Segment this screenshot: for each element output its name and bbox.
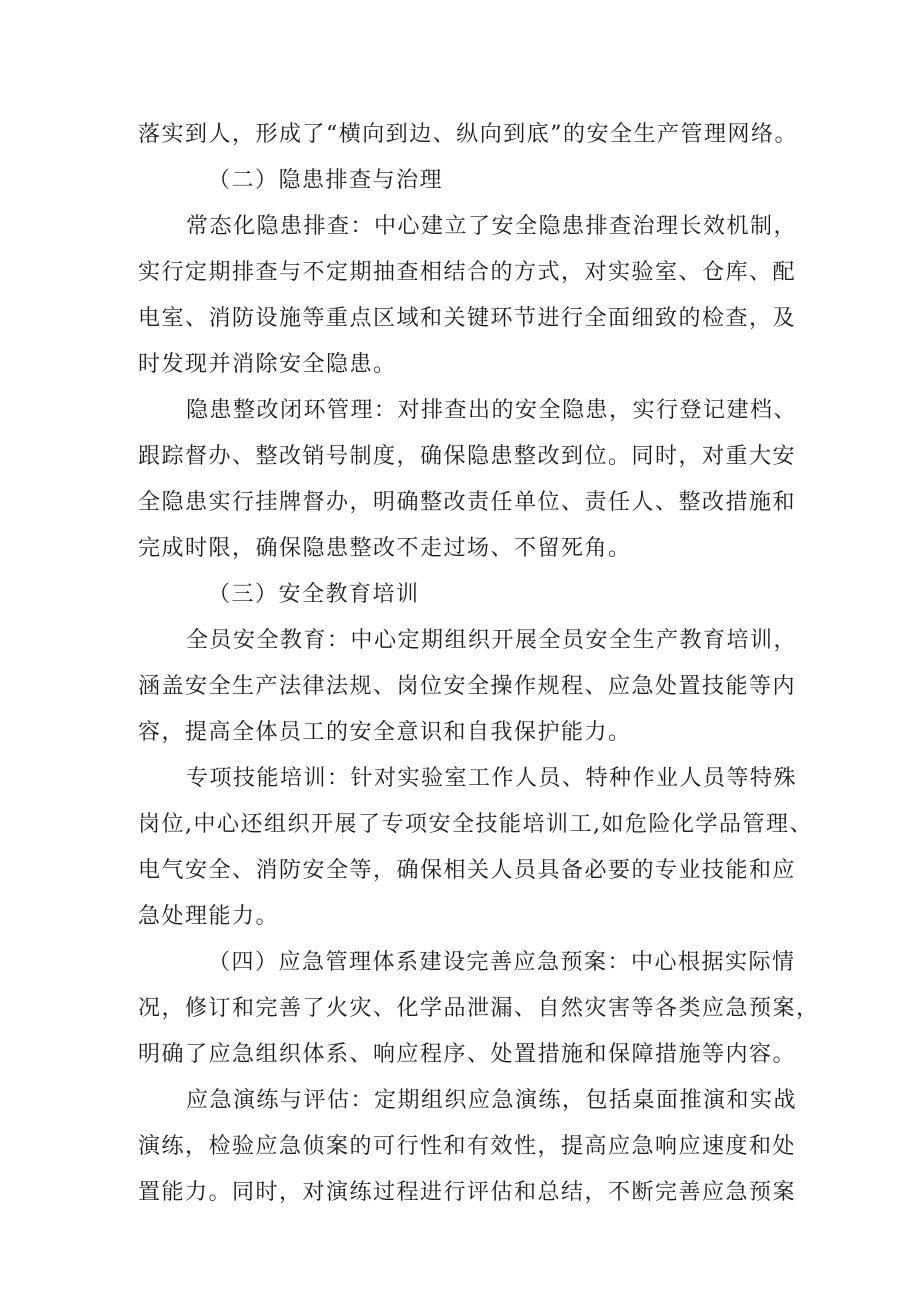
section-heading-hazard: （二）隐患排查与治理 (208, 168, 444, 193)
paragraph-line: 全员安全教育：中心定期组织开展全员安全生产教育培训， (186, 628, 798, 653)
paragraph-line: 完成时限，确保隐患整改不走过场、不留死角。 (138, 536, 632, 561)
paragraph-line: 全隐患实行挂牌督办，明确整改责任单位、责任人、整改措施和 (138, 490, 797, 515)
paragraph-line: 落实到人，形成了“横向到边、纵向到底”的安全生产管理网络。 (138, 122, 798, 147)
paragraph-line: 隐患整改闭环管理：对排查出的安全隐患，实行登记建档、 (186, 398, 798, 423)
paragraph-line: 时发现并消除安全隐患。 (138, 352, 397, 377)
paragraph-line: 涵盖安全生产法律法规、岗位安全操作规程、应急处置技能等内 (138, 674, 797, 699)
paragraph-line: 明确了应急组织体系、响应程序、处置措施和保障措施等内容。 (138, 1042, 797, 1067)
paragraph-line: 跟踪督办、整改销号制度，确保隐患整改到位。同时，对重大安 (138, 444, 797, 469)
paragraph-line: 演练，检验应急侦案的可行性和有效性，提高应急响应速度和处 (138, 1134, 797, 1159)
paragraph-line: 容，提高全体员工的安全意识和自我保护能力。 (138, 720, 632, 745)
paragraph-line: 岗位,中心还组织开展了专项安全技能培训工,如危险化学品管理、 (138, 812, 813, 837)
paragraph-line: 电气安全、消防安全等，确保相关人员具备必要的专业技能和应 (138, 858, 797, 883)
paragraph-line: 实行定期排查与不定期抽查相结合的方式，对实验室、仓库、配 (138, 260, 797, 285)
document-body (138, 112, 820, 1216)
paragraph-line: 电室、消防设施等重点区域和关键环节进行全面细致的检查，及 (138, 306, 797, 331)
paragraph-line: 常态化隐患排查：中心建立了安全隐患排查治理长效机制， (186, 214, 798, 239)
section-heading-training: （三）安全教育培训 (208, 582, 420, 607)
paragraph-line: 置能力。同时，对演练过程进行评估和总结，不断完善应急预案 (138, 1180, 797, 1205)
paragraph-line: 应急演练与评估：定期组织应急演练，包括桌面推演和实战 (186, 1088, 798, 1113)
paragraph-line: 专项技能培训：针对实验室工作人员、特种作业人员等特殊 (186, 766, 798, 791)
paragraph-line: 况，修订和完善了火灾、化学品泄漏、自然灾害等各类应急预案， (138, 996, 820, 1021)
section-heading-emergency: （四）应急管理体系建设完善应急预案：中心根据实际情 (208, 950, 796, 975)
paragraph-line: 急处理能力。 (138, 904, 280, 929)
